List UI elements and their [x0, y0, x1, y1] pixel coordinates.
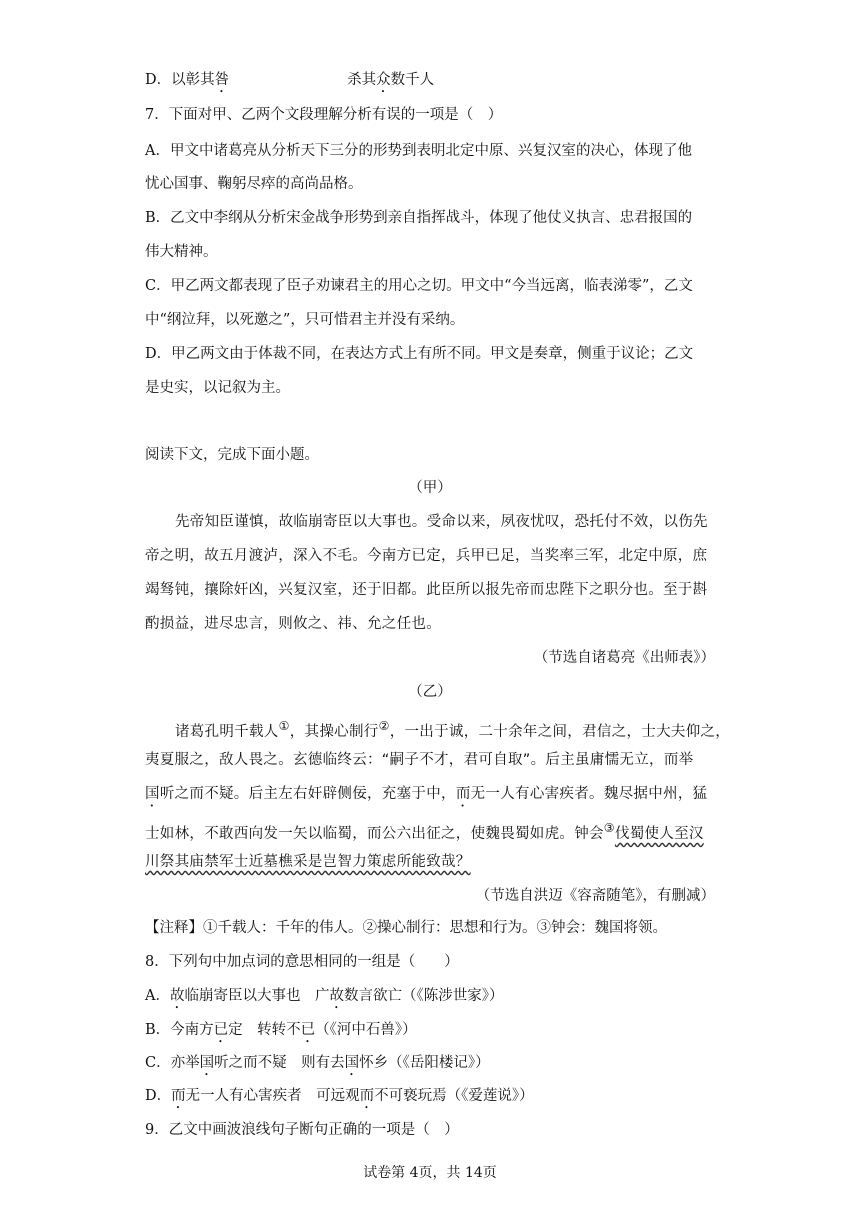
- q7-option-c-line2: 中“纲泣拜，以死邀之”，只可惜君主并没有采纳。: [145, 312, 465, 328]
- dotted-word: 故: [329, 988, 344, 1004]
- option-label: D．: [145, 72, 172, 88]
- q8-option-d: [145, 1086, 534, 1112]
- text: 诸葛孔明千载人: [175, 723, 279, 740]
- passage-yi-line4: [145, 818, 704, 844]
- dotted-word: 而: [359, 1088, 375, 1104]
- passage-jia-title: （甲）: [408, 480, 452, 496]
- passage-yi-line5: [145, 852, 471, 872]
- passage-jia-line2: 帝之明，故五月渡泸，深入不毛。今南方已定，兵甲已足，当奖率三军，北定中原，庶: [145, 548, 708, 564]
- text: （《河中石兽》）: [315, 1022, 417, 1038]
- passage-yi-title: （乙）: [408, 684, 452, 700]
- passage-yi-line3: [145, 784, 707, 810]
- q9-stem: 9．乙文中画波浪线句子断句正确的一项是（ ）: [145, 1122, 459, 1138]
- dotted-word: 而: [455, 786, 471, 802]
- wavy-underlined-text: 伐蜀使人至汉: [614, 825, 704, 842]
- option-label: D．: [145, 1088, 172, 1104]
- passage-jia-line1: 先帝知臣谨慎，故临崩寄臣以大事也。受命以来，夙夜忧叹，恐托付不效，以伤先: [175, 514, 708, 530]
- annotation-note: 【注释】①千载人：千年的伟人。②操心制行：思想和行为。③钟会：魏国将领。: [145, 920, 667, 936]
- q8-option-b: [145, 1020, 417, 1046]
- q7-option-c-line1: C．甲乙两文都表现了臣子劝谏君主的用心之切。甲文中“今当远离，临表涕零”，乙文: [145, 278, 693, 294]
- text: 怀乡（《岳阳楼记》）: [359, 1055, 490, 1071]
- passage-jia-source: （节选自诸葛亮《出师表》）: [533, 650, 715, 666]
- dotted-word: 众: [376, 72, 391, 88]
- q8-stem: 8．下列句中加点词的意思相同的一组是（ ）: [145, 954, 459, 970]
- passage-jia-line3: 竭驽钝，攘除奸凶，兴复汉室，还于旧都。此臣所以报先帝而忠陛下之职分也。至于斟: [145, 582, 708, 598]
- reading-intro: 阅读下文，完成下面小题。: [145, 447, 319, 463]
- dotted-word: 已: [300, 1022, 316, 1038]
- q8-option-c: [145, 1053, 490, 1079]
- page-footer: 试卷第 4页，共 14页: [363, 1165, 497, 1181]
- text: 不可亵玩焉（《爱莲说》）: [374, 1088, 534, 1104]
- dotted-word: 国: [199, 1055, 215, 1071]
- q7-option-d-line2: 是史实，以记叙为主。: [145, 380, 290, 396]
- option-label: B．今南方: [145, 1022, 214, 1038]
- text: 听之而不疑 则有去: [214, 1055, 345, 1071]
- text: 杀其: [347, 72, 377, 88]
- dotted-word: 国: [145, 786, 160, 802]
- text: 临崩寄臣以大事也 广: [184, 988, 330, 1004]
- text: 士如林，不敢西向发一矢以临蜀，而公六出征之，使魏畏蜀如虎。钟会: [145, 825, 604, 842]
- q7-stem: 7．下面对甲、乙两个文段理解分析有误的一项是（ ）: [145, 107, 503, 123]
- passage-jia-line4: 酌损益，进尽忠言，则攸之、祎、允之任也。: [145, 616, 441, 632]
- passage-yi-line1: [175, 716, 730, 742]
- q7-option-a-line2: 忧心国事、鞠躬尽瘁的高尚品格。: [145, 176, 363, 192]
- text: 以彰其: [171, 72, 215, 88]
- text: 无一人有心害疾者。魏尽据中州，猛: [470, 786, 708, 802]
- text: 无一人有心害疾者 可远观: [185, 1088, 360, 1104]
- q7-option-b-line2: 伟大精神。: [145, 244, 218, 260]
- text: 数言欲亡（《陈涉世家》）: [343, 988, 504, 1004]
- q8-option-a: [145, 986, 503, 1012]
- footnote-marker: ①: [278, 719, 290, 733]
- footnote-marker: ②: [378, 719, 390, 733]
- text: ，一出于诚，二十余年之间，君信之，士大夫仰之，: [389, 723, 731, 740]
- text: 数千人: [390, 72, 435, 88]
- dotted-word: 已: [213, 1022, 229, 1038]
- passage-yi-line2: 夷夏服之，敌人畏之。玄德临终云：“嗣子不才，君可自取”。后主虽庸懦无立，而举: [145, 752, 694, 768]
- text: ，其操心制行: [289, 723, 379, 740]
- q7-option-d-line1: D．甲乙两文由于体裁不同，在表达方式上有所不同。甲文是奏章，侧重于议论；乙文: [145, 346, 694, 362]
- q7-option-a-line1: A．甲文中诸葛亮从分析天下三分的形势到表明北定中原、兴复汉室的决心，体现了他: [145, 143, 692, 159]
- option-label: C．亦举: [145, 1055, 200, 1071]
- text: 听之而不疑。后主左右奸辟侧佞，充塞于中，: [159, 786, 456, 802]
- footnote-marker: ③: [603, 821, 615, 835]
- passage-yi-source: （节选自洪迈《容斋随笔》，有删减）: [475, 888, 715, 904]
- dotted-word: 故: [169, 988, 185, 1004]
- q6-option-d: [145, 70, 434, 96]
- dotted-word: 咎: [214, 72, 230, 88]
- q7-option-b-line1: B．乙文中李纲从分析宋金战争形势到亲自指挥战斗，体现了他仗义执言、忠君报国的: [145, 210, 693, 226]
- dotted-word: 国: [344, 1055, 360, 1071]
- text: 定 转转不: [228, 1022, 301, 1038]
- option-label: A．: [145, 988, 170, 1004]
- wavy-underlined-text: 川祭其庙禁军士近墓樵采是岂智力策虑所能致哉？: [145, 854, 471, 870]
- dotted-word: 而: [171, 1088, 186, 1104]
